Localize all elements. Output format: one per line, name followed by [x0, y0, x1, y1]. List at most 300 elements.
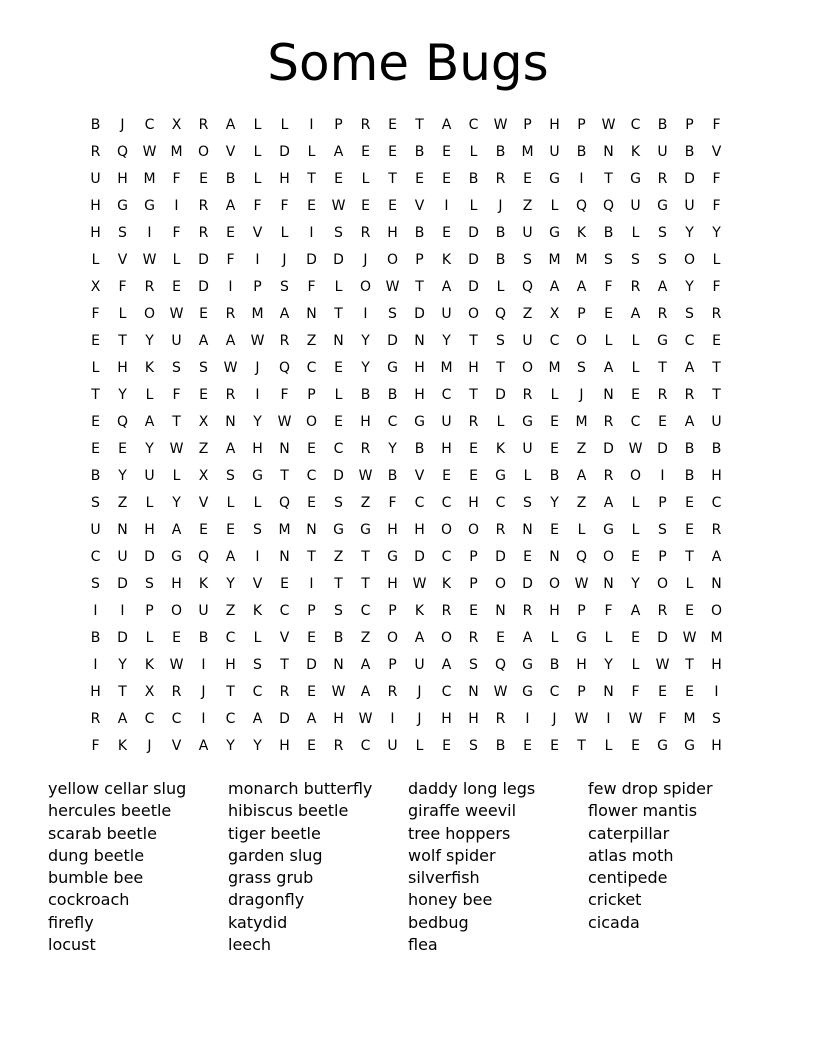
grid-letter[interactable]: V	[711, 143, 722, 160]
grid-letter[interactable]: I	[660, 467, 665, 484]
grid-letter[interactable]: D	[468, 224, 479, 241]
grid-letter[interactable]: Q	[197, 548, 210, 565]
grid-letter[interactable]: D	[387, 332, 398, 349]
grid-letter[interactable]: L	[172, 467, 181, 484]
grid-letter[interactable]: N	[468, 683, 479, 700]
grid-letter[interactable]: T	[658, 359, 667, 376]
grid-letter[interactable]: W	[142, 143, 157, 160]
grid-letter[interactable]: K	[441, 575, 452, 592]
grid-letter[interactable]: Q	[278, 494, 291, 511]
grid-letter[interactable]: I	[309, 224, 314, 241]
grid-letter[interactable]: N	[279, 548, 290, 565]
grid-letter[interactable]: S	[469, 737, 478, 754]
grid-letter[interactable]: A	[576, 278, 587, 295]
grid-letter[interactable]: A	[306, 710, 317, 727]
grid-letter[interactable]: Z	[576, 440, 587, 457]
grid-letter[interactable]: P	[658, 494, 667, 511]
grid-letter[interactable]: U	[441, 413, 452, 430]
grid-letter[interactable]: R	[603, 413, 614, 430]
grid-letter[interactable]: I	[201, 656, 206, 673]
grid-letter[interactable]: L	[631, 224, 640, 241]
grid-letter[interactable]: Y	[685, 278, 694, 295]
grid-letter[interactable]: A	[144, 413, 155, 430]
grid-letter[interactable]: H	[225, 656, 236, 673]
grid-letter[interactable]: C	[630, 413, 641, 430]
grid-letter[interactable]: S	[523, 251, 532, 268]
grid-letter[interactable]: C	[441, 494, 452, 511]
grid-letter[interactable]: M	[440, 359, 453, 376]
grid-letter[interactable]: F	[712, 170, 721, 187]
grid-letter[interactable]: G	[657, 332, 668, 349]
grid-letter[interactable]: L	[415, 737, 424, 754]
grid-letter[interactable]: E	[307, 494, 316, 511]
grid-letter[interactable]: R	[711, 521, 722, 538]
grid-letter[interactable]: U	[549, 143, 560, 160]
grid-letter[interactable]: R	[171, 683, 182, 700]
grid-letter[interactable]: Y	[442, 332, 451, 349]
grid-letter[interactable]: T	[712, 359, 721, 376]
grid-letter[interactable]: T	[91, 386, 100, 403]
grid-letter[interactable]: A	[576, 467, 587, 484]
grid-letter[interactable]: V	[252, 224, 263, 241]
grid-letter[interactable]: W	[655, 656, 670, 673]
grid-letter[interactable]: W	[385, 278, 400, 295]
grid-letter[interactable]: H	[117, 170, 128, 187]
grid-letter[interactable]: Q	[575, 197, 588, 214]
grid-letter[interactable]: R	[657, 170, 668, 187]
grid-letter[interactable]: R	[387, 683, 398, 700]
grid-letter[interactable]: M	[710, 629, 723, 646]
grid-letter[interactable]: O	[305, 413, 318, 430]
grid-letter[interactable]: G	[414, 413, 425, 430]
grid-letter[interactable]: H	[549, 602, 560, 619]
grid-letter[interactable]: T	[334, 575, 343, 592]
grid-letter[interactable]: S	[91, 575, 100, 592]
grid-letter[interactable]: P	[334, 116, 343, 133]
grid-letter[interactable]: R	[495, 521, 506, 538]
grid-letter[interactable]: E	[226, 224, 235, 241]
grid-letter[interactable]: I	[255, 386, 260, 403]
grid-letter[interactable]: U	[441, 305, 452, 322]
grid-letter[interactable]: G	[549, 170, 560, 187]
grid-letter[interactable]: E	[307, 683, 316, 700]
grid-letter[interactable]: O	[548, 575, 561, 592]
grid-letter[interactable]: R	[495, 170, 506, 187]
grid-letter[interactable]: L	[550, 629, 559, 646]
grid-letter[interactable]: E	[361, 143, 370, 160]
grid-letter[interactable]: U	[657, 143, 668, 160]
grid-letter[interactable]: U	[522, 440, 533, 457]
grid-letter[interactable]: W	[331, 683, 346, 700]
grid-letter[interactable]: L	[631, 656, 640, 673]
grid-letter[interactable]: O	[467, 521, 480, 538]
grid-letter[interactable]: I	[120, 602, 125, 619]
grid-letter[interactable]: E	[550, 413, 559, 430]
grid-letter[interactable]: C	[144, 116, 155, 133]
grid-letter[interactable]: B	[495, 251, 506, 268]
grid-letter[interactable]: O	[521, 359, 534, 376]
grid-letter[interactable]: A	[225, 440, 236, 457]
grid-letter[interactable]: M	[575, 413, 588, 430]
grid-letter[interactable]: G	[549, 224, 560, 241]
grid-letter[interactable]: K	[144, 359, 155, 376]
grid-letter[interactable]: W	[412, 575, 427, 592]
grid-letter[interactable]: N	[603, 143, 614, 160]
grid-letter[interactable]: S	[172, 359, 181, 376]
grid-letter[interactable]: N	[414, 332, 425, 349]
grid-letter[interactable]: O	[359, 278, 372, 295]
grid-letter[interactable]: R	[198, 116, 209, 133]
grid-letter[interactable]: Q	[116, 143, 129, 160]
grid-letter[interactable]: T	[280, 467, 289, 484]
grid-letter[interactable]: N	[603, 683, 614, 700]
grid-letter[interactable]: W	[169, 656, 184, 673]
grid-letter[interactable]: E	[199, 170, 208, 187]
grid-letter[interactable]: O	[440, 629, 453, 646]
grid-letter[interactable]: G	[387, 359, 398, 376]
grid-letter[interactable]: S	[253, 656, 262, 673]
grid-letter[interactable]: I	[525, 710, 530, 727]
grid-letter[interactable]: R	[360, 224, 371, 241]
grid-letter[interactable]: U	[414, 656, 425, 673]
grid-letter[interactable]: D	[117, 629, 128, 646]
grid-letter[interactable]: R	[360, 116, 371, 133]
grid-letter[interactable]: T	[307, 548, 316, 565]
grid-letter[interactable]: L	[631, 359, 640, 376]
grid-letter[interactable]: O	[629, 467, 642, 484]
grid-letter[interactable]: H	[90, 224, 101, 241]
grid-letter[interactable]: I	[390, 710, 395, 727]
grid-letter[interactable]: S	[577, 359, 586, 376]
grid-letter[interactable]: E	[172, 278, 181, 295]
grid-letter[interactable]: E	[199, 386, 208, 403]
grid-letter[interactable]: L	[469, 197, 478, 214]
grid-letter[interactable]: T	[334, 305, 343, 322]
grid-letter[interactable]: D	[468, 251, 479, 268]
grid-letter[interactable]: X	[549, 305, 560, 322]
grid-letter[interactable]: Z	[333, 548, 344, 565]
grid-letter[interactable]: S	[658, 521, 667, 538]
grid-letter[interactable]: Y	[145, 440, 154, 457]
grid-letter[interactable]: A	[117, 710, 128, 727]
grid-letter[interactable]: U	[522, 224, 533, 241]
grid-letter[interactable]: D	[333, 251, 344, 268]
grid-letter[interactable]: F	[658, 710, 667, 727]
grid-letter[interactable]: K	[630, 143, 641, 160]
grid-letter[interactable]: L	[280, 224, 289, 241]
grid-letter[interactable]: H	[576, 656, 587, 673]
grid-letter[interactable]: B	[90, 467, 101, 484]
grid-letter[interactable]: P	[523, 116, 532, 133]
grid-letter[interactable]: H	[414, 521, 425, 538]
grid-letter[interactable]: L	[577, 521, 586, 538]
grid-letter[interactable]: S	[604, 251, 613, 268]
grid-letter[interactable]: P	[145, 602, 154, 619]
grid-letter[interactable]: E	[685, 683, 694, 700]
grid-letter[interactable]: E	[550, 521, 559, 538]
grid-letter[interactable]: X	[171, 116, 182, 133]
grid-letter[interactable]: O	[494, 575, 507, 592]
grid-letter[interactable]: I	[201, 710, 206, 727]
grid-letter[interactable]: R	[90, 143, 101, 160]
grid-letter[interactable]: O	[170, 602, 183, 619]
grid-letter[interactable]: E	[658, 413, 667, 430]
grid-letter[interactable]: I	[255, 548, 260, 565]
grid-letter[interactable]: I	[714, 683, 719, 700]
grid-letter[interactable]: N	[603, 575, 614, 592]
grid-letter[interactable]: I	[579, 170, 584, 187]
grid-letter[interactable]: E	[280, 575, 289, 592]
grid-letter[interactable]: C	[279, 602, 290, 619]
grid-letter[interactable]: L	[172, 251, 181, 268]
grid-letter[interactable]: L	[604, 737, 613, 754]
grid-letter[interactable]: X	[90, 278, 101, 295]
grid-letter[interactable]: E	[307, 737, 316, 754]
grid-letter[interactable]: R	[657, 305, 668, 322]
grid-letter[interactable]: G	[684, 737, 695, 754]
grid-letter[interactable]: G	[252, 467, 263, 484]
grid-letter[interactable]: L	[91, 359, 100, 376]
grid-letter[interactable]: A	[603, 494, 614, 511]
grid-letter[interactable]: A	[360, 656, 371, 673]
grid-letter[interactable]: C	[468, 116, 479, 133]
grid-letter[interactable]: C	[90, 548, 101, 565]
grid-letter[interactable]: H	[711, 656, 722, 673]
grid-letter[interactable]: L	[604, 629, 613, 646]
grid-letter[interactable]: A	[171, 521, 182, 538]
grid-letter[interactable]: C	[306, 359, 317, 376]
grid-letter[interactable]: F	[307, 278, 316, 295]
grid-letter[interactable]: B	[360, 386, 371, 403]
grid-letter[interactable]: B	[684, 467, 695, 484]
grid-letter[interactable]: C	[333, 440, 344, 457]
grid-letter[interactable]: L	[226, 494, 235, 511]
grid-letter[interactable]: A	[711, 548, 722, 565]
grid-letter[interactable]: N	[603, 386, 614, 403]
grid-letter[interactable]: S	[523, 494, 532, 511]
grid-letter[interactable]: C	[711, 494, 722, 511]
grid-letter[interactable]: M	[143, 170, 156, 187]
grid-letter[interactable]: I	[309, 575, 314, 592]
grid-letter[interactable]: C	[225, 629, 236, 646]
grid-letter[interactable]: C	[630, 116, 641, 133]
grid-letter[interactable]: E	[631, 548, 640, 565]
grid-letter[interactable]: Q	[575, 548, 588, 565]
grid-letter[interactable]: O	[386, 629, 399, 646]
grid-letter[interactable]: E	[226, 521, 235, 538]
grid-letter[interactable]: B	[603, 224, 614, 241]
grid-letter[interactable]: K	[198, 575, 209, 592]
grid-letter[interactable]: E	[442, 737, 451, 754]
grid-letter[interactable]: E	[523, 170, 532, 187]
grid-letter[interactable]: G	[522, 413, 533, 430]
grid-letter[interactable]: S	[280, 278, 289, 295]
grid-letter[interactable]: H	[387, 224, 398, 241]
grid-letter[interactable]: R	[522, 386, 533, 403]
grid-letter[interactable]: K	[576, 224, 587, 241]
grid-letter[interactable]: E	[631, 386, 640, 403]
grid-letter[interactable]: E	[469, 602, 478, 619]
grid-letter[interactable]: B	[333, 629, 344, 646]
grid-letter[interactable]: L	[631, 521, 640, 538]
grid-letter[interactable]: N	[225, 413, 236, 430]
grid-letter[interactable]: V	[279, 629, 290, 646]
grid-letter[interactable]: F	[172, 170, 181, 187]
grid-letter[interactable]: E	[442, 143, 451, 160]
grid-letter[interactable]: T	[361, 575, 370, 592]
grid-letter[interactable]: S	[496, 332, 505, 349]
grid-letter[interactable]: Q	[278, 359, 291, 376]
grid-letter[interactable]: E	[91, 413, 100, 430]
grid-letter[interactable]: R	[225, 305, 236, 322]
grid-letter[interactable]: B	[225, 170, 236, 187]
grid-letter[interactable]: R	[657, 386, 668, 403]
grid-letter[interactable]: M	[548, 251, 561, 268]
grid-letter[interactable]: C	[171, 710, 182, 727]
grid-letter[interactable]: T	[118, 683, 127, 700]
grid-letter[interactable]: T	[415, 116, 424, 133]
grid-letter[interactable]: V	[225, 143, 236, 160]
grid-letter[interactable]: E	[199, 305, 208, 322]
grid-letter[interactable]: F	[712, 116, 721, 133]
grid-letter[interactable]: Y	[712, 224, 721, 241]
grid-letter[interactable]: N	[306, 305, 317, 322]
grid-letter[interactable]: W	[169, 305, 184, 322]
grid-letter[interactable]: K	[252, 602, 263, 619]
grid-letter[interactable]: W	[493, 683, 508, 700]
grid-letter[interactable]: Z	[522, 197, 533, 214]
grid-letter[interactable]: A	[225, 197, 236, 214]
grid-letter[interactable]: F	[172, 224, 181, 241]
grid-letter[interactable]: O	[467, 305, 480, 322]
grid-letter[interactable]: N	[333, 332, 344, 349]
grid-letter[interactable]: N	[522, 521, 533, 538]
grid-letter[interactable]: D	[603, 440, 614, 457]
grid-letter[interactable]: I	[606, 710, 611, 727]
grid-letter[interactable]: A	[225, 116, 236, 133]
grid-letter[interactable]: T	[496, 359, 505, 376]
grid-letter[interactable]: E	[415, 170, 424, 187]
grid-letter[interactable]: P	[469, 548, 478, 565]
grid-letter[interactable]: F	[631, 683, 640, 700]
grid-letter[interactable]: T	[712, 386, 721, 403]
grid-letter[interactable]: W	[574, 710, 589, 727]
grid-letter[interactable]: A	[630, 602, 641, 619]
grid-letter[interactable]: L	[631, 332, 640, 349]
grid-letter[interactable]: H	[117, 359, 128, 376]
grid-letter[interactable]: F	[388, 494, 397, 511]
grid-letter[interactable]: L	[145, 494, 154, 511]
grid-letter[interactable]: R	[144, 278, 155, 295]
grid-letter[interactable]: W	[574, 575, 589, 592]
grid-letter[interactable]: S	[253, 521, 262, 538]
grid-letter[interactable]: H	[360, 413, 371, 430]
grid-letter[interactable]: W	[250, 332, 265, 349]
grid-letter[interactable]: L	[496, 413, 505, 430]
grid-letter[interactable]: O	[143, 305, 156, 322]
grid-letter[interactable]: R	[495, 710, 506, 727]
grid-letter[interactable]: G	[360, 521, 371, 538]
grid-letter[interactable]: B	[549, 467, 560, 484]
grid-letter[interactable]: E	[334, 170, 343, 187]
grid-letter[interactable]: V	[198, 494, 209, 511]
grid-letter[interactable]: D	[333, 467, 344, 484]
grid-letter[interactable]: P	[658, 548, 667, 565]
grid-letter[interactable]: B	[90, 116, 101, 133]
grid-letter[interactable]: U	[117, 548, 128, 565]
grid-letter[interactable]: C	[441, 683, 452, 700]
grid-letter[interactable]: R	[441, 602, 452, 619]
grid-letter[interactable]: Q	[521, 278, 534, 295]
grid-letter[interactable]: B	[657, 116, 668, 133]
grid-letter[interactable]: A	[198, 332, 209, 349]
grid-letter[interactable]: L	[334, 386, 343, 403]
grid-letter[interactable]: H	[387, 521, 398, 538]
grid-letter[interactable]: H	[387, 575, 398, 592]
grid-letter[interactable]: D	[684, 170, 695, 187]
grid-letter[interactable]: D	[198, 278, 209, 295]
grid-letter[interactable]: B	[684, 440, 695, 457]
grid-letter[interactable]: E	[199, 521, 208, 538]
grid-letter[interactable]: G	[576, 629, 587, 646]
grid-letter[interactable]: T	[577, 737, 586, 754]
grid-letter[interactable]: L	[118, 305, 127, 322]
grid-letter[interactable]: R	[279, 332, 290, 349]
grid-letter[interactable]: Z	[306, 332, 317, 349]
grid-letter[interactable]: R	[198, 224, 209, 241]
grid-letter[interactable]: S	[712, 710, 721, 727]
grid-letter[interactable]: L	[253, 494, 262, 511]
grid-letter[interactable]: H	[441, 440, 452, 457]
grid-letter[interactable]: D	[495, 386, 506, 403]
grid-letter[interactable]: Z	[225, 602, 236, 619]
grid-letter[interactable]: L	[145, 386, 154, 403]
grid-letter[interactable]: S	[388, 305, 397, 322]
grid-letter[interactable]: L	[550, 197, 559, 214]
grid-letter[interactable]: A	[522, 629, 533, 646]
grid-letter[interactable]: J	[147, 737, 152, 754]
grid-letter[interactable]: E	[442, 224, 451, 241]
grid-letter[interactable]: O	[440, 521, 453, 538]
grid-letter[interactable]: R	[630, 278, 641, 295]
grid-letter[interactable]: N	[306, 521, 317, 538]
grid-letter[interactable]: W	[493, 116, 508, 133]
grid-letter[interactable]: S	[685, 305, 694, 322]
grid-letter[interactable]: F	[712, 278, 721, 295]
grid-letter[interactable]: W	[277, 413, 292, 430]
grid-letter[interactable]: W	[601, 116, 616, 133]
grid-letter[interactable]: S	[334, 224, 343, 241]
grid-letter[interactable]: F	[91, 737, 100, 754]
grid-letter[interactable]: H	[711, 737, 722, 754]
grid-letter[interactable]: C	[495, 494, 506, 511]
grid-letter[interactable]: A	[549, 278, 560, 295]
grid-letter[interactable]: Y	[226, 737, 235, 754]
grid-letter[interactable]: H	[90, 683, 101, 700]
grid-letter[interactable]: K	[414, 602, 425, 619]
grid-letter[interactable]: O	[710, 602, 723, 619]
grid-letter[interactable]: R	[225, 386, 236, 403]
grid-letter[interactable]: D	[279, 710, 290, 727]
grid-letter[interactable]: U	[90, 521, 101, 538]
grid-letter[interactable]: C	[549, 683, 560, 700]
grid-letter[interactable]: B	[198, 629, 209, 646]
grid-letter[interactable]: N	[495, 602, 506, 619]
grid-letter[interactable]: E	[550, 440, 559, 457]
grid-letter[interactable]: F	[712, 197, 721, 214]
grid-letter[interactable]: B	[90, 629, 101, 646]
grid-letter[interactable]: Y	[118, 386, 127, 403]
